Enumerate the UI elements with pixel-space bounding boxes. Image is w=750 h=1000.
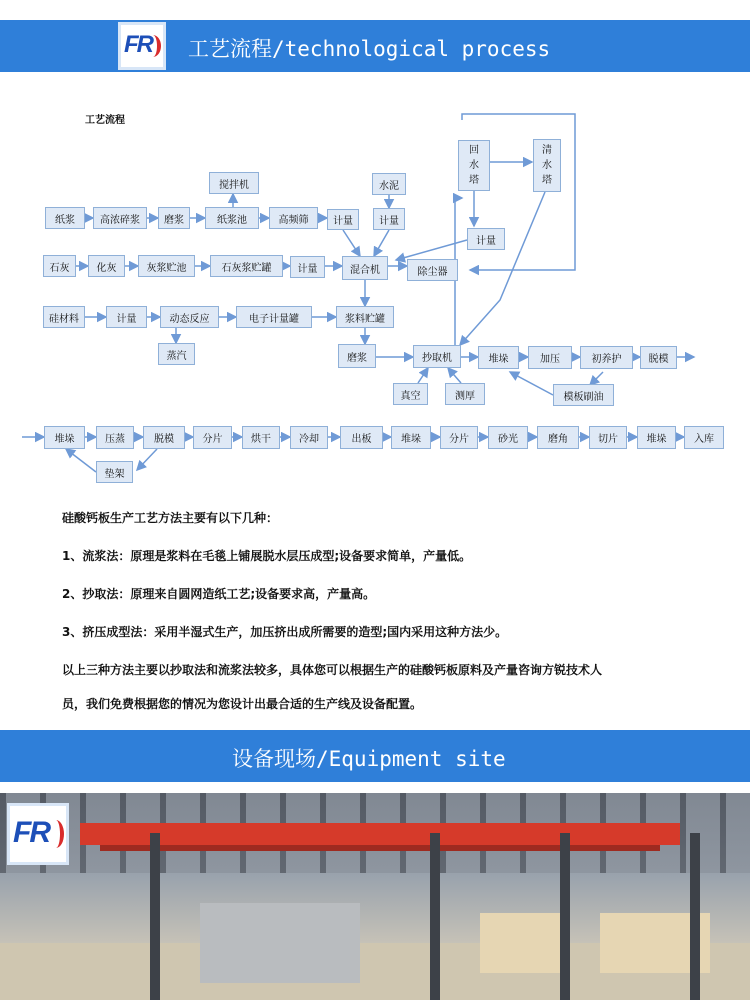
diagram-label: 工艺流程 <box>85 115 125 126</box>
node-ruku: 入库 <box>684 426 724 449</box>
summary-line-2: 员，我们免费根据您的情况为您设计出最合适的生产线及设备配置。 <box>62 697 423 711</box>
node-zhijiang: 纸浆 <box>45 207 85 229</box>
node-jiliang2: 计量 <box>373 208 405 230</box>
node-zhengqi: 蒸汽 <box>158 343 195 365</box>
factory-photo <box>0 793 750 1000</box>
node-jiliang4: 计量 <box>290 256 325 278</box>
photo-column <box>690 833 700 1000</box>
node-jiaya: 加压 <box>528 346 572 369</box>
photo-board-stack <box>480 913 570 973</box>
node-gaopinshai: 高频筛 <box>269 207 318 229</box>
node-jiliang5: 计量 <box>106 306 147 328</box>
photo-column <box>430 833 440 1000</box>
intro-line: 硅酸钙板生产工艺方法主要有以下几种： <box>62 511 279 525</box>
node-guicailiao: 硅材料 <box>43 306 85 328</box>
node-qingshuita: 清 水 塔 <box>533 139 561 192</box>
description-text <box>62 510 722 730</box>
node-gaonong: 高浓碎浆 <box>93 207 147 229</box>
node-dianjia: 垫架 <box>96 461 133 483</box>
method-3: 3、挤压成型法：采用半湿式生产，加压挤出成所需要的造型;国内采用这种方法少。 <box>62 625 508 639</box>
node-dianzi: 电子计量罐 <box>236 306 312 328</box>
node-cehou: 测厚 <box>445 383 485 405</box>
node-shihui: 石灰 <box>43 255 76 277</box>
node-jiliang3: 计量 <box>467 228 505 250</box>
node-mojiao: 磨角 <box>537 426 579 449</box>
photo-machine <box>200 903 360 983</box>
node-huijiang: 灰浆贮池 <box>138 255 195 277</box>
node-mojiang1: 磨浆 <box>158 207 190 229</box>
node-tuomo1: 脱模 <box>640 346 677 369</box>
node-mojiang2: 磨浆 <box>338 344 376 368</box>
node-chaoquji: 抄取机 <box>413 345 461 368</box>
fr-logo <box>7 803 69 865</box>
node-huishuita: 回 水 塔 <box>458 140 490 191</box>
method-2: 2、抄取法：原理来自圆网造纸工艺;设备要求高，产量高。 <box>62 587 376 601</box>
photo-crane <box>80 823 680 845</box>
summary-line-1: 以上三种方法主要以抄取法和流浆法较多，具体您可以根据生产的硅酸钙板原料及产量咨询方锐技术人 <box>62 663 603 677</box>
node-duiduo1: 堆垛 <box>478 346 519 369</box>
node-mobanshua: 模板刷油 <box>553 384 614 406</box>
photo-column <box>560 833 570 1000</box>
photo-crane-beam <box>100 845 660 851</box>
node-lengque: 冷却 <box>290 426 328 449</box>
node-shaguang: 砂光 <box>488 426 528 449</box>
node-honggan: 烘干 <box>242 426 280 449</box>
node-hunheji: 混合机 <box>342 256 388 280</box>
node-duiduo4: 堆垛 <box>637 426 676 449</box>
node-qiepian: 切片 <box>589 426 627 449</box>
node-shihuiguan: 石灰浆贮罐 <box>210 255 283 277</box>
logo-text: FR <box>13 816 49 849</box>
node-jiangliao: 浆料贮罐 <box>336 306 394 328</box>
node-dongtai: 动态反应 <box>160 306 219 328</box>
node-duiduo2: 堆垛 <box>44 426 85 449</box>
node-fenpian2: 分片 <box>440 426 478 449</box>
section-title: 设备现场/Equipment site <box>232 747 506 771</box>
section-banner <box>0 730 750 782</box>
logo-swoosh <box>48 820 64 848</box>
node-chuban: 出板 <box>340 426 383 449</box>
node-chuchenqi: 除尘器 <box>407 259 458 281</box>
method-1: 1、流浆法：原理是浆料在毛毯上铺展脱水层压成型;设备要求简单，产量低。 <box>62 549 472 563</box>
node-jiaobanji: 搅拌机 <box>209 172 259 194</box>
node-fenpian1: 分片 <box>193 426 232 449</box>
photo-column <box>150 833 160 1000</box>
node-zhenkong: 真空 <box>393 383 428 405</box>
node-duiduo3: 堆垛 <box>391 426 431 449</box>
node-tuomo2: 脱模 <box>143 426 185 449</box>
node-yazheng: 压蒸 <box>96 426 134 449</box>
page-title: 工艺流程/technological process <box>188 37 551 61</box>
node-chuyanghu: 初养护 <box>580 346 633 369</box>
node-huahui: 化灰 <box>88 255 125 277</box>
node-zhijiangchi: 纸浆池 <box>205 207 259 229</box>
node-jiliang1: 计量 <box>327 209 359 230</box>
node-shuini: 水泥 <box>372 173 406 195</box>
logo-text: FR <box>124 31 152 58</box>
